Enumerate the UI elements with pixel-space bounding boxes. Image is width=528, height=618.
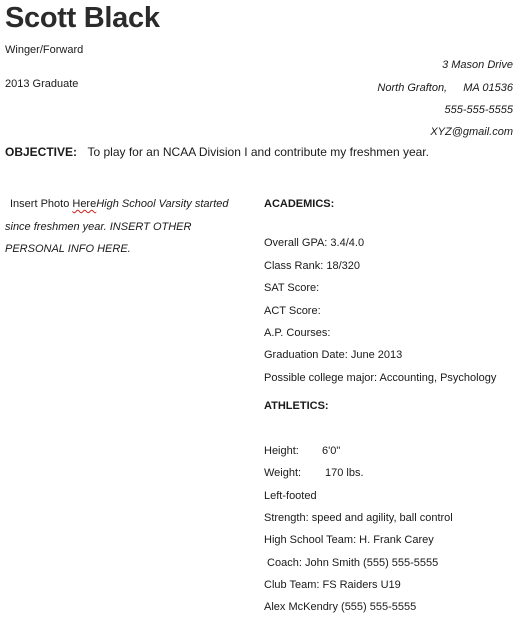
objective-line [5, 145, 429, 159]
objective-text: To play for an NCAA Division I and contribute my freshmen year. [87, 145, 429, 159]
athletics-item: High School Team: H. Frank Carey [264, 534, 434, 546]
height-value: 6'0" [322, 445, 341, 457]
photo-placeholder-text: Insert Photo [10, 198, 73, 210]
athletics-height [264, 445, 340, 457]
academics-item: Possible college major: Accounting, Psychology [264, 372, 497, 384]
left-line-1 [5, 198, 228, 210]
athletics-heading: ATHLETICS: [264, 400, 329, 412]
athletics-weight [264, 467, 364, 479]
athletics-item: Coach: John Smith (555) 555-5555 [264, 557, 439, 569]
academics-item: A.P. Courses: [264, 327, 331, 339]
academics-item: ACT Score: [264, 305, 321, 317]
academics-item: Graduation Date: June 2013 [264, 349, 403, 361]
academics-item: Class Rank: 18/320 [264, 260, 360, 272]
address-city: North Grafton, [377, 82, 448, 94]
weight-value: 170 lbs. [325, 467, 364, 479]
candidate-name: Scott Black [5, 2, 160, 34]
academics-heading: ACADEMICS: [264, 198, 335, 210]
athletics-item: Strength: speed and agility, ball control [264, 512, 453, 524]
height-label: Height: [264, 445, 299, 457]
graduation-year: 2013 Graduate [5, 78, 79, 90]
address-state-zip: MA 01536 [463, 82, 513, 94]
address-email[interactable]: XYZ@gmail.com [430, 126, 513, 138]
objective-label: OBJECTIVE: [5, 145, 78, 159]
address-city-state [377, 82, 513, 94]
player-position: Winger/Forward [5, 44, 84, 56]
academics-item: Overall GPA: 3.4/4.0 [264, 237, 365, 249]
athletics-item: Left-footed [264, 490, 317, 502]
weight-label: Weight: [264, 467, 302, 479]
left-line-2: since freshmen year. INSERT OTHER [5, 221, 192, 233]
left-line-3: PERSONAL INFO HERE. [5, 243, 131, 255]
address-street: 3 Mason Drive [442, 59, 513, 71]
academics-item: SAT Score: [264, 282, 320, 294]
athletics-item: Alex McKendry (555) 555-5555 [264, 601, 417, 613]
varsity-text: High School Varsity started [96, 198, 229, 210]
athletics-item: Club Team: FS Raiders U19 [264, 579, 401, 591]
photo-placeholder-here: Here [72, 198, 97, 210]
address-phone: 555-555-5555 [444, 104, 513, 116]
